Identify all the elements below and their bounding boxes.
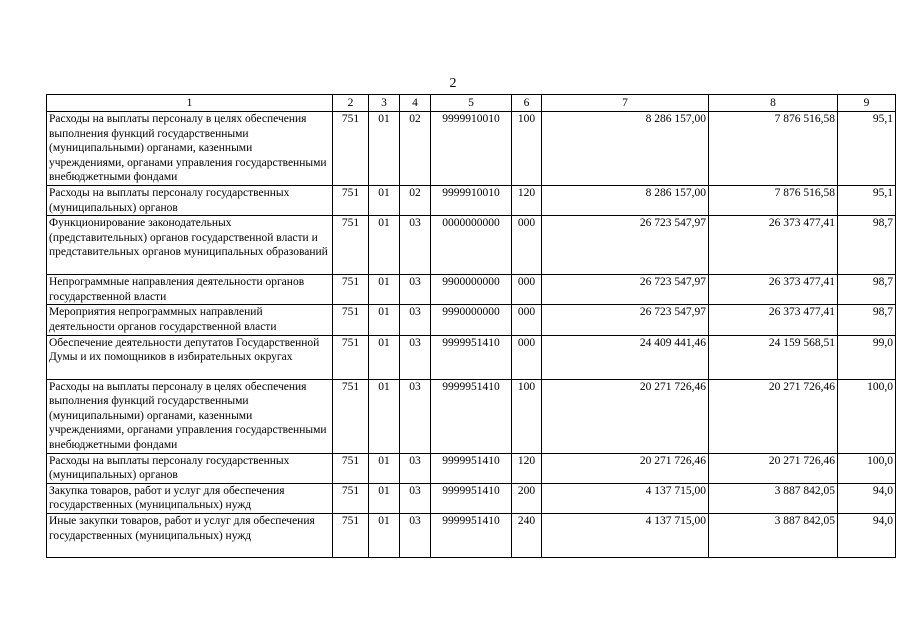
- target-item-code: 9999951410: [431, 453, 512, 483]
- section-code: 01: [369, 275, 400, 305]
- execution-percent: 99,0: [838, 335, 896, 379]
- expense-type-code: 100: [512, 379, 542, 453]
- actual-amount: 7 876 516,58: [709, 186, 838, 216]
- table-row: [47, 513, 896, 557]
- ministry-code: 751: [333, 216, 369, 275]
- ministry-code: 751: [333, 379, 369, 453]
- table-row: [47, 275, 896, 305]
- execution-percent: 94,0: [838, 513, 896, 557]
- budget-table: [46, 94, 896, 558]
- planned-amount: 20 271 726,46: [542, 379, 709, 453]
- subsection-code: 03: [400, 275, 431, 305]
- ministry-code: 751: [333, 483, 369, 513]
- execution-percent: 100,0: [838, 379, 896, 453]
- subsection-code: 03: [400, 513, 431, 557]
- target-item-code: 9900000000: [431, 275, 512, 305]
- expense-type-code: 120: [512, 186, 542, 216]
- section-code: 01: [369, 112, 400, 186]
- planned-amount: 20 271 726,46: [542, 453, 709, 483]
- expense-type-code: 240: [512, 513, 542, 557]
- planned-amount: 26 723 547,97: [542, 216, 709, 275]
- execution-percent: 98,7: [838, 305, 896, 335]
- ministry-code: 751: [333, 186, 369, 216]
- header-cell: 5: [431, 95, 512, 112]
- header-cell: 6: [512, 95, 542, 112]
- header-cell: 8: [709, 95, 838, 112]
- subsection-code: 03: [400, 216, 431, 275]
- target-item-code: 9999951410: [431, 483, 512, 513]
- expense-name: Закупка товаров, работ и услуг для обеспечения государственных (муниципальных) нужд: [47, 483, 333, 513]
- execution-percent: 95,1: [838, 112, 896, 186]
- ministry-code: 751: [333, 305, 369, 335]
- actual-amount: 26 373 477,41: [709, 275, 838, 305]
- ministry-code: 751: [333, 513, 369, 557]
- target-item-code: 9999951410: [431, 513, 512, 557]
- expense-type-code: 000: [512, 305, 542, 335]
- header-cell: 4: [400, 95, 431, 112]
- actual-amount: 24 159 568,51: [709, 335, 838, 379]
- expense-name: Мероприятия непрограммных направлений деятельности органов государственной власти: [47, 305, 333, 335]
- section-code: 01: [369, 453, 400, 483]
- expense-type-code: 100: [512, 112, 542, 186]
- target-item-code: 9999910010: [431, 186, 512, 216]
- header-cell: 2: [333, 95, 369, 112]
- target-item-code: 9990000000: [431, 305, 512, 335]
- header-row: [47, 95, 896, 112]
- target-item-code: 9999951410: [431, 379, 512, 453]
- expense-type-code: 000: [512, 275, 542, 305]
- planned-amount: 26 723 547,97: [542, 305, 709, 335]
- actual-amount: 20 271 726,46: [709, 453, 838, 483]
- target-item-code: 9999951410: [431, 335, 512, 379]
- actual-amount: 26 373 477,41: [709, 216, 838, 275]
- target-item-code: 9999910010: [431, 112, 512, 186]
- expense-name: Иные закупки товаров, работ и услуг для обеспечения государственных (муниципальных) нужд: [47, 513, 333, 557]
- planned-amount: 8 286 157,00: [542, 186, 709, 216]
- header-cell: 3: [369, 95, 400, 112]
- target-item-code: 0000000000: [431, 216, 512, 275]
- section-code: 01: [369, 513, 400, 557]
- subsection-code: 02: [400, 186, 431, 216]
- expense-name: Расходы на выплаты персоналу в целях обеспечения выполнения функций государственными (муниципальными) органами, казенными учреждениями, органами управления государственными внебюджетными фондами: [47, 112, 333, 186]
- header-cell: 7: [542, 95, 709, 112]
- table-row: [47, 453, 896, 483]
- expense-name: Расходы на выплаты персоналу в целях обеспечения выполнения функций государственными (муниципальными) органами, казенными учреждениями, органами управления государственными внебюджетными фондами: [47, 379, 333, 453]
- expense-name: Функционирование законодательных (представительных) органов государственной власти и представительных органов муниципальных образований: [47, 216, 333, 275]
- section-code: 01: [369, 335, 400, 379]
- planned-amount: 24 409 441,46: [542, 335, 709, 379]
- section-code: 01: [369, 483, 400, 513]
- ministry-code: 751: [333, 112, 369, 186]
- subsection-code: 03: [400, 483, 431, 513]
- actual-amount: 20 271 726,46: [709, 379, 838, 453]
- ministry-code: 751: [333, 453, 369, 483]
- execution-percent: 95,1: [838, 186, 896, 216]
- planned-amount: 26 723 547,97: [542, 275, 709, 305]
- expense-type-code: 000: [512, 216, 542, 275]
- actual-amount: 3 887 842,05: [709, 513, 838, 557]
- subsection-code: 03: [400, 379, 431, 453]
- execution-percent: 98,7: [838, 216, 896, 275]
- actual-amount: 3 887 842,05: [709, 483, 838, 513]
- header-cell: 1: [47, 95, 333, 112]
- execution-percent: 98,7: [838, 275, 896, 305]
- planned-amount: 4 137 715,00: [542, 513, 709, 557]
- table-row: [47, 483, 896, 513]
- table-row: [47, 305, 896, 335]
- expense-type-code: 120: [512, 453, 542, 483]
- ministry-code: 751: [333, 275, 369, 305]
- actual-amount: 7 876 516,58: [709, 112, 838, 186]
- section-code: 01: [369, 186, 400, 216]
- subsection-code: 03: [400, 453, 431, 483]
- ministry-code: 751: [333, 335, 369, 379]
- page-number: 2: [449, 76, 457, 91]
- subsection-code: 03: [400, 335, 431, 379]
- section-code: 01: [369, 379, 400, 453]
- table-row: [47, 379, 896, 453]
- table-row: [47, 216, 896, 275]
- expense-name: Непрограммные направления деятельности органов государственной власти: [47, 275, 333, 305]
- planned-amount: 4 137 715,00: [542, 483, 709, 513]
- subsection-code: 03: [400, 305, 431, 335]
- section-code: 01: [369, 216, 400, 275]
- actual-amount: 26 373 477,41: [709, 305, 838, 335]
- table-row: [47, 112, 896, 186]
- execution-percent: 100,0: [838, 453, 896, 483]
- section-code: 01: [369, 305, 400, 335]
- execution-percent: 94,0: [838, 483, 896, 513]
- expense-name: Расходы на выплаты персоналу государственных (муниципальных) органов: [47, 186, 333, 216]
- expense-name: Расходы на выплаты персоналу государственных (муниципальных) органов: [47, 453, 333, 483]
- table-row: [47, 186, 896, 216]
- expense-type-code: 000: [512, 335, 542, 379]
- planned-amount: 8 286 157,00: [542, 112, 709, 186]
- table-row: [47, 335, 896, 379]
- expense-type-code: 200: [512, 483, 542, 513]
- subsection-code: 02: [400, 112, 431, 186]
- header-cell: 9: [838, 95, 896, 112]
- expense-name: Обеспечение деятельности депутатов Государственной Думы и их помощников в избирательных округах: [47, 335, 333, 379]
